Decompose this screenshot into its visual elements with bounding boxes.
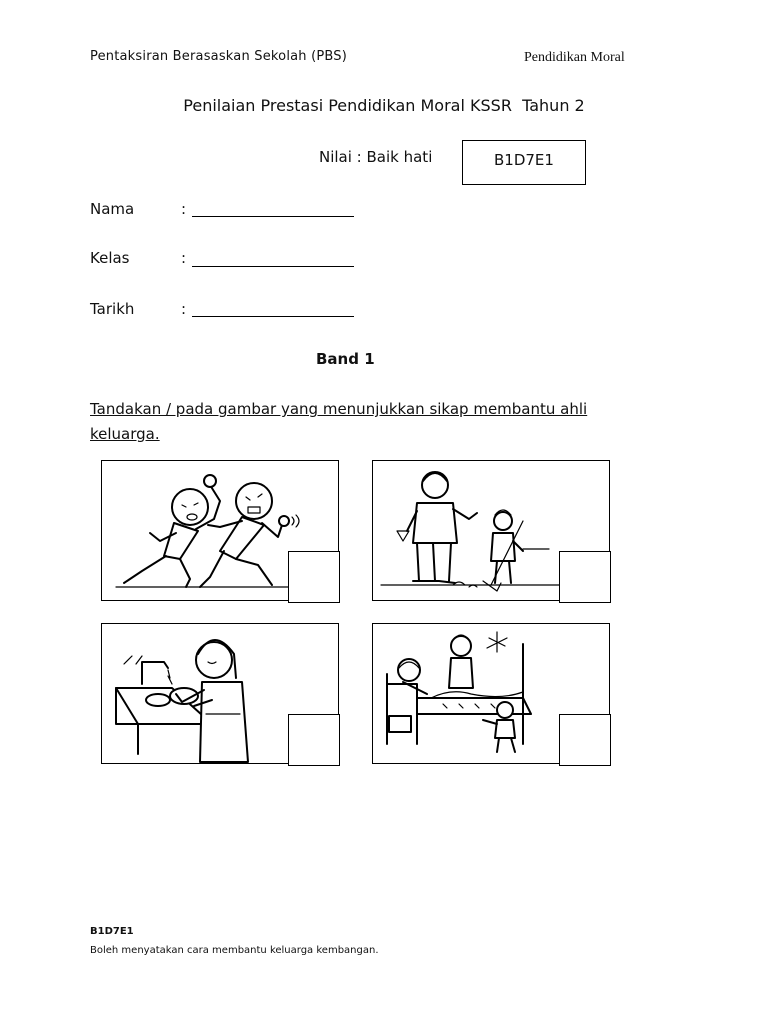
name-field[interactable] xyxy=(192,216,354,217)
field-name-label: Nama xyxy=(90,200,135,218)
page-title-text: Penilaian Prestasi Pendidikan Moral KSSR Tahun 2 xyxy=(183,96,585,115)
picture-card-caring xyxy=(372,623,610,764)
field-date-label: Tarikh xyxy=(90,300,135,318)
tick-box-1[interactable] xyxy=(288,551,340,603)
page-title xyxy=(0,96,768,115)
footer-code: B1D7E1 xyxy=(90,926,134,937)
tick-box-3[interactable] xyxy=(288,714,340,766)
date-field[interactable] xyxy=(192,316,354,317)
code-label: B1D7E1 xyxy=(494,151,554,169)
instruction xyxy=(90,397,630,447)
header-subject: Pendidikan Moral xyxy=(524,50,625,65)
field-name-colon: : xyxy=(181,200,187,218)
picture-card-washing xyxy=(101,623,339,764)
field-date-colon: : xyxy=(181,300,187,318)
class-field[interactable] xyxy=(192,266,354,267)
band-heading: Band 1 xyxy=(316,350,375,368)
tick-box-2[interactable] xyxy=(559,551,611,603)
header-school-assessment: Pentaksiran Berasaskan Sekolah (PBS) xyxy=(90,49,347,64)
instruction-text: Tandakan / pada gambar yang menunjukkan sikap membantu ahli keluarga. xyxy=(90,400,588,443)
value-label: Nilai : Baik hati xyxy=(319,148,433,166)
field-class-colon: : xyxy=(181,249,187,267)
tick-box-4[interactable] xyxy=(559,714,611,766)
picture-card-fighting xyxy=(101,460,339,601)
picture-card-sweeping xyxy=(372,460,610,601)
footer-description: Boleh menyatakan cara membantu keluarga kembangan. xyxy=(90,945,379,956)
field-class-label: Kelas xyxy=(90,249,130,267)
